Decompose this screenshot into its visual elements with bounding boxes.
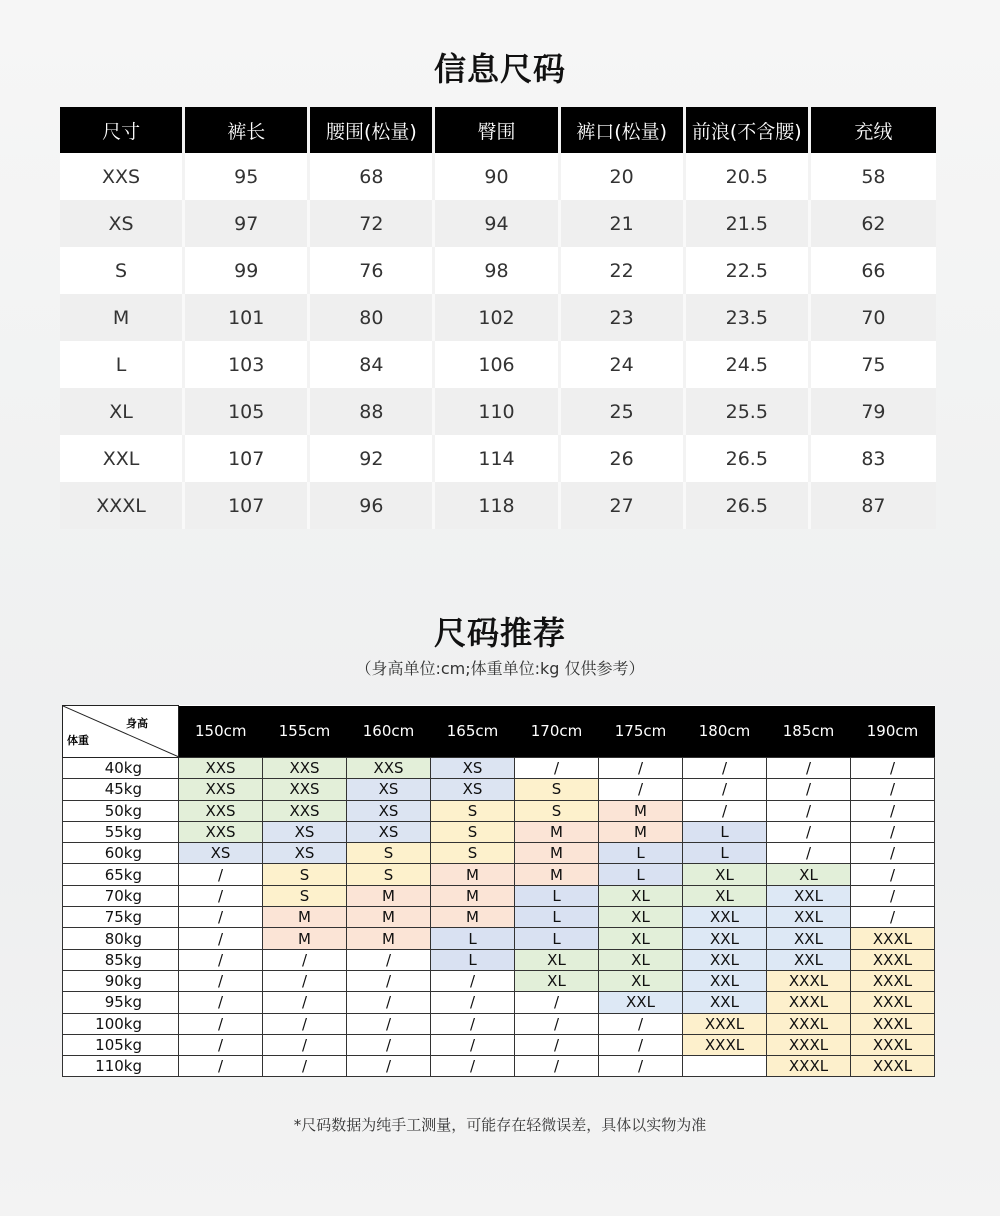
size-value-cell: 98 [435,247,560,294]
recommend-row [63,864,935,885]
recommended-size-cell: XXL [767,949,851,970]
recommended-size-cell: S [347,843,431,864]
weight-label-cell: 105kg [63,1034,179,1055]
recommended-size-cell: XXL [683,907,767,928]
weight-label-cell: 40kg [63,758,179,779]
recommended-size-cell: M [599,821,683,842]
size-table-header-cell: 充绒 [811,107,936,153]
recommended-size-cell: / [683,779,767,800]
recommended-size-cell: / [431,1013,515,1034]
size-recommend-subtitle: （身高单位:cm;体重单位:kg 仅供参考） [355,659,645,678]
weight-label-cell: 80kg [63,928,179,949]
recommended-size-cell: S [515,800,599,821]
recommended-size-cell: / [599,1056,683,1077]
size-value-cell: 24.5 [686,341,811,388]
recommended-size-cell: / [179,1013,263,1034]
size-value-cell: 25.5 [686,388,811,435]
recommended-size-cell: / [347,1034,431,1055]
recommended-size-cell: XXXL [851,949,935,970]
size-value-cell: 87 [811,482,936,529]
recommended-size-cell: S [347,864,431,885]
recommend-row [63,992,935,1013]
recommended-size-cell: XXXL [683,1034,767,1055]
size-value-cell: 84 [310,341,435,388]
size-label-cell: S [60,247,185,294]
weight-label-cell: 75kg [63,907,179,928]
recommended-size-cell: / [431,992,515,1013]
recommended-size-cell: XS [347,800,431,821]
recommended-size-cell: M [347,907,431,928]
recommended-size-cell: XL [683,885,767,906]
recommended-size-cell: XXS [263,779,347,800]
recommended-size-cell: XXXL [767,970,851,991]
size-value-cell: 23.5 [686,294,811,341]
recommended-size-cell: / [851,800,935,821]
recommended-size-cell: XL [515,970,599,991]
recommended-size-cell: XXXL [767,1013,851,1034]
recommended-size-cell: S [431,821,515,842]
recommended-size-cell: XXXL [851,992,935,1013]
recommended-size-cell: XL [599,907,683,928]
recommend-row [63,949,935,970]
recommended-size-cell: / [263,992,347,1013]
recommended-size-cell: / [179,864,263,885]
size-table-row [60,294,936,341]
size-value-cell: 27 [561,482,686,529]
size-label-cell: L [60,341,185,388]
size-table-header-cell: 裤长 [185,107,310,153]
recommended-size-cell: XXS [179,779,263,800]
size-value-cell: 80 [310,294,435,341]
size-value-cell: 62 [811,200,936,247]
recommended-size-cell: XXS [179,758,263,779]
recommended-size-cell: S [263,885,347,906]
recommended-size-cell: / [767,758,851,779]
size-value-cell: 101 [185,294,310,341]
height-weight-corner-cell [63,706,179,758]
height-header-cell: 190cm [851,706,935,758]
recommend-row [63,1034,935,1055]
height-header-cell: 155cm [263,706,347,758]
recommended-size-cell: XXXL [683,1013,767,1034]
size-value-cell: 26.5 [686,435,811,482]
weight-label-cell: 100kg [63,1013,179,1034]
height-header-cell: 175cm [599,706,683,758]
recommended-size-cell: / [515,992,599,1013]
recommended-size-cell: / [263,1013,347,1034]
recommended-size-cell: / [431,1056,515,1077]
size-value-cell: 99 [185,247,310,294]
recommended-size-cell: / [179,949,263,970]
size-value-cell: 94 [435,200,560,247]
recommended-size-cell: / [515,1034,599,1055]
recommended-size-cell: / [179,907,263,928]
recommend-row [63,843,935,864]
size-value-cell: 92 [310,435,435,482]
size-value-cell: 21 [561,200,686,247]
weight-label-cell: 45kg [63,779,179,800]
size-recommend-title: 尺码推荐 [433,614,566,652]
recommended-size-cell: XL [599,949,683,970]
recommend-row [63,928,935,949]
recommend-row [63,800,935,821]
recommended-size-cell: / [851,885,935,906]
height-header-cell: 160cm [347,706,431,758]
recommended-size-cell: XXS [179,821,263,842]
size-value-cell: 20 [561,153,686,200]
size-value-cell: 83 [811,435,936,482]
size-value-cell: 66 [811,247,936,294]
size-value-cell: 24 [561,341,686,388]
weight-label-cell: 55kg [63,821,179,842]
recommended-size-cell: / [683,758,767,779]
recommended-size-cell: L [599,843,683,864]
recommended-size-cell: XXXL [851,970,935,991]
recommended-size-cell: / [347,970,431,991]
size-value-cell: 70 [811,294,936,341]
size-value-cell: 68 [310,153,435,200]
size-value-cell: 22.5 [686,247,811,294]
size-value-cell: 107 [185,435,310,482]
recommended-size-cell: XXL [767,907,851,928]
recommend-row [63,907,935,928]
size-table-row [60,341,936,388]
size-value-cell: 75 [811,341,936,388]
size-value-cell: 58 [811,153,936,200]
recommended-size-cell: / [347,992,431,1013]
recommended-size-cell: / [599,1013,683,1034]
size-value-cell: 88 [310,388,435,435]
size-value-cell: 107 [185,482,310,529]
recommended-size-cell: XS [431,758,515,779]
size-value-cell: 21.5 [686,200,811,247]
weight-label-cell: 90kg [63,970,179,991]
recommended-size-cell: L [431,928,515,949]
recommended-size-cell: M [515,843,599,864]
recommended-size-cell [683,1056,767,1077]
size-value-cell: 97 [185,200,310,247]
recommended-size-cell: M [431,885,515,906]
recommended-size-cell: XL [515,949,599,970]
size-table-header-cell: 臀围 [435,107,560,153]
recommended-size-cell: / [599,758,683,779]
recommended-size-cell: / [767,821,851,842]
recommended-size-cell: / [851,758,935,779]
recommended-size-cell: XXXL [767,1034,851,1055]
recommended-size-cell: / [263,1034,347,1055]
size-value-cell: 20.5 [686,153,811,200]
recommended-size-cell: / [347,1056,431,1077]
recommended-size-cell: / [851,821,935,842]
recommended-size-cell: XS [347,779,431,800]
recommended-size-cell: M [263,928,347,949]
size-label-cell: M [60,294,185,341]
size-label-cell: XS [60,200,185,247]
recommended-size-cell: XXL [683,928,767,949]
recommended-size-cell: XXXL [851,1034,935,1055]
recommended-size-cell: XL [767,864,851,885]
recommended-size-cell: / [179,1034,263,1055]
size-value-cell: 110 [435,388,560,435]
recommended-size-cell: L [515,907,599,928]
size-value-cell: 96 [310,482,435,529]
recommended-size-cell: L [683,821,767,842]
recommended-size-cell: M [431,907,515,928]
recommended-size-cell: / [515,1013,599,1034]
recommended-size-cell: XXXL [851,1056,935,1077]
recommended-size-cell: L [599,864,683,885]
recommended-size-cell: XL [683,864,767,885]
size-table-row [60,482,936,529]
recommended-size-cell: S [431,800,515,821]
size-label-cell: XL [60,388,185,435]
recommended-size-cell: / [515,1056,599,1077]
recommended-size-cell: XL [599,885,683,906]
recommended-size-cell: / [767,800,851,821]
size-table-header-row [60,107,936,153]
weight-label-cell: 85kg [63,949,179,970]
recommended-size-cell: XXS [179,800,263,821]
recommend-row [63,1013,935,1034]
size-value-cell: 25 [561,388,686,435]
recommended-size-cell: / [851,843,935,864]
recommended-size-cell: / [179,992,263,1013]
size-table-row [60,153,936,200]
size-table-header-cell: 前浪(不含腰) [686,107,811,153]
recommended-size-cell: / [851,864,935,885]
size-value-cell: 114 [435,435,560,482]
height-header-cell: 150cm [179,706,263,758]
recommended-size-cell: M [347,885,431,906]
size-value-cell: 26.5 [686,482,811,529]
recommended-size-cell: XS [347,821,431,842]
recommended-size-cell: XS [263,821,347,842]
size-value-cell: 103 [185,341,310,388]
weight-label-cell: 60kg [63,843,179,864]
recommended-size-cell: / [347,949,431,970]
recommended-size-cell: / [263,1056,347,1077]
recommend-row [63,779,935,800]
recommended-size-cell: / [179,1056,263,1077]
recommended-size-cell: / [179,928,263,949]
recommended-size-cell: XS [431,779,515,800]
recommended-size-cell: XXL [683,970,767,991]
recommend-row [63,970,935,991]
recommended-size-cell: L [683,843,767,864]
size-value-cell: 79 [811,388,936,435]
recommended-size-cell: L [431,949,515,970]
recommend-header-row [63,706,935,758]
recommended-size-cell: XXL [767,928,851,949]
recommended-size-cell: XXS [263,758,347,779]
size-table-row [60,200,936,247]
recommended-size-cell: / [431,970,515,991]
height-axis-label: 身高 [126,717,148,730]
recommended-size-cell: S [431,843,515,864]
recommended-size-cell: XXXL [851,928,935,949]
recommended-size-cell: XXL [683,992,767,1013]
size-table-row [60,247,936,294]
size-value-cell: 22 [561,247,686,294]
size-table-row [60,388,936,435]
recommended-size-cell: / [851,779,935,800]
weight-label-cell: 70kg [63,885,179,906]
recommended-size-cell: / [263,970,347,991]
recommended-size-cell: M [263,907,347,928]
recommended-size-cell: XS [179,843,263,864]
recommended-size-cell: S [263,864,347,885]
height-header-cell: 185cm [767,706,851,758]
size-value-cell: 76 [310,247,435,294]
height-header-cell: 170cm [515,706,599,758]
recommended-size-cell: L [515,885,599,906]
weight-label-cell: 65kg [63,864,179,885]
size-value-cell: 105 [185,388,310,435]
recommended-size-cell: M [515,864,599,885]
recommended-size-cell: M [599,800,683,821]
size-label-cell: XXL [60,435,185,482]
recommended-size-cell: / [767,779,851,800]
recommended-size-cell: / [179,885,263,906]
recommended-size-cell: / [851,907,935,928]
recommended-size-cell: / [515,758,599,779]
recommended-size-cell: XL [599,928,683,949]
size-table-header-cell: 尺寸 [60,107,185,153]
size-info-table [60,107,936,529]
size-table-header-cell: 腰围(松量) [310,107,435,153]
recommended-size-cell: / [599,1034,683,1055]
recommended-size-cell: XS [263,843,347,864]
recommended-size-cell: XXL [599,992,683,1013]
size-label-cell: XXXL [60,482,185,529]
recommended-size-cell: / [599,779,683,800]
size-value-cell: 118 [435,482,560,529]
recommend-row [63,885,935,906]
size-value-cell: 95 [185,153,310,200]
height-header-cell: 165cm [431,706,515,758]
measurement-footnote: *尺码数据为纯手工测量，可能存在轻微误差，具体以实物为准 [293,1116,707,1134]
recommended-size-cell: / [767,843,851,864]
recommended-size-cell: / [179,970,263,991]
recommended-size-cell: XXXL [851,1013,935,1034]
recommended-size-cell: XXXL [767,1056,851,1077]
size-value-cell: 102 [435,294,560,341]
recommended-size-cell: L [515,928,599,949]
size-info-title: 信息尺码 [433,50,566,88]
recommend-row [63,821,935,842]
size-value-cell: 106 [435,341,560,388]
weight-label-cell: 95kg [63,992,179,1013]
recommended-size-cell: XL [599,970,683,991]
recommended-size-cell: XXL [683,949,767,970]
recommended-size-cell: XXXL [767,992,851,1013]
recommend-row [63,758,935,779]
size-table-header-cell: 裤口(松量) [561,107,686,153]
recommended-size-cell: M [515,821,599,842]
size-value-cell: 23 [561,294,686,341]
recommended-size-cell: M [347,928,431,949]
recommended-size-cell: XXL [767,885,851,906]
recommended-size-cell: / [431,1034,515,1055]
recommended-size-cell: M [431,864,515,885]
recommend-row [63,1056,935,1077]
recommended-size-cell: / [347,1013,431,1034]
weight-label-cell: 50kg [63,800,179,821]
weight-label-cell: 110kg [63,1056,179,1077]
recommended-size-cell: / [263,949,347,970]
size-value-cell: 72 [310,200,435,247]
weight-axis-label: 体重 [67,734,89,747]
recommended-size-cell: XXS [347,758,431,779]
size-value-cell: 90 [435,153,560,200]
recommended-size-cell: XXS [263,800,347,821]
recommended-size-cell: S [515,779,599,800]
recommended-size-cell: / [683,800,767,821]
size-table-row [60,435,936,482]
size-label-cell: XXS [60,153,185,200]
height-header-cell: 180cm [683,706,767,758]
size-value-cell: 26 [561,435,686,482]
size-recommend-table [62,705,935,1077]
